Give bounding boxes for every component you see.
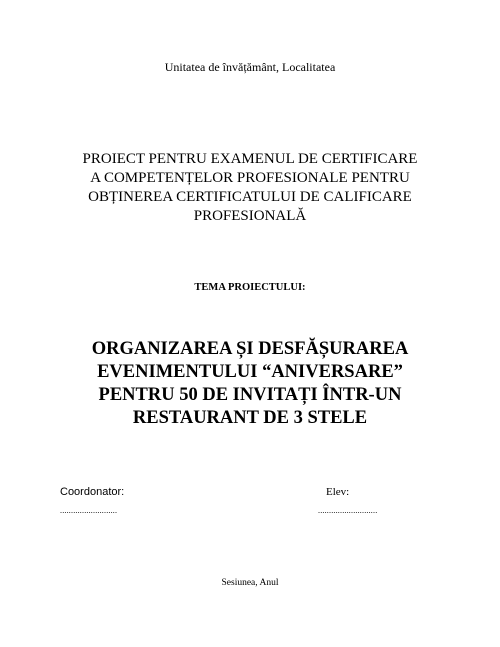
theme-title-line: ORGANIZAREA ȘI DESFĂȘURAREA [91,339,409,359]
project-title-line: A COMPETENȚELOR PROFESIONALE PENTRU [90,170,410,186]
project-title-line: PROFESIONALĂ [193,208,307,224]
session-year: Sesiunea, Anul [221,578,279,588]
theme-label: TEMA PROIECTULUI: [194,282,306,293]
institution-name: Unitatea de învățământ, Localitatea [164,60,336,74]
theme-title-line: RESTAURANT DE 3 STELE [132,408,368,428]
project-title-line: PROIECT PENTRU EXAMENUL DE CERTIFICARE [82,151,418,167]
theme-title-line: PENTRU 50 DE INVITAȚI ÎNTR-UN [98,385,402,405]
theme-title-line: EVENIMENTULUI “ANIVERSARE” [97,362,403,382]
student-label: Elev: [326,486,350,498]
project-title [40,150,460,226]
coordinator-label: Coordonator: [60,486,125,498]
theme-title [40,338,460,430]
coordinator-signature-line: .......................... [60,506,118,515]
project-title-line: OBȚINEREA CERTIFICATULUI DE CALIFICARE [88,189,412,205]
student-signature-line: ........................... [318,506,378,515]
